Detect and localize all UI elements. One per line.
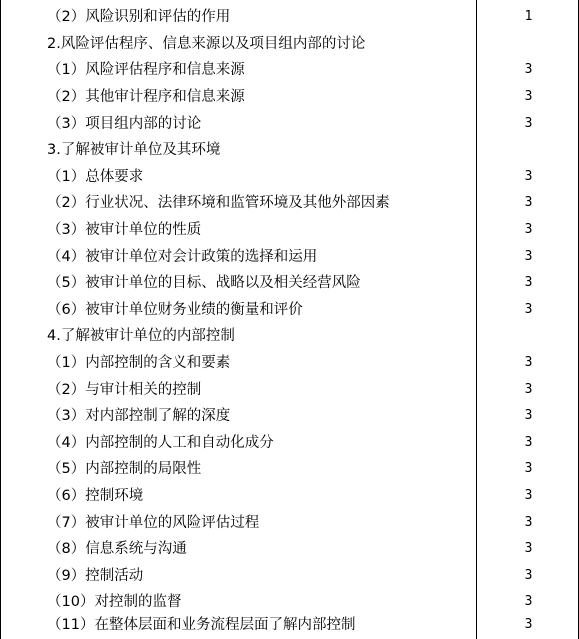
- row-text: （1）内部控制的含义和要素: [47, 355, 231, 372]
- row-text: （9）控制活动: [47, 567, 144, 584]
- row-text: 2.风险评估程序、信息来源以及项目组内部的讨论: [47, 35, 366, 52]
- table-row: [1, 57, 579, 84]
- row-value: 3: [524, 168, 533, 184]
- table-row: [1, 456, 579, 483]
- row-value: 3: [524, 514, 533, 530]
- row-text: （4）被审计单位对会计政策的选择和运用: [47, 248, 318, 265]
- table-row: [1, 110, 579, 137]
- table-row: [1, 536, 579, 563]
- row-text: （2）行业状况、法律环境和监管环境及其他外部因素: [47, 195, 390, 212]
- row-value: 3: [524, 594, 533, 610]
- table-row: [1, 4, 579, 31]
- row-value: 3: [524, 275, 533, 291]
- row-text: 3.了解被审计单位及其环境: [47, 142, 221, 159]
- table-row: [1, 563, 579, 590]
- row-text: （5）内部控制的局限性: [47, 461, 202, 478]
- row-value: 3: [524, 222, 533, 238]
- table-row: [1, 270, 579, 297]
- table-row: [1, 164, 579, 191]
- row-text: （3）被审计单位的性质: [47, 222, 202, 239]
- row-text: （2）其他审计程序和信息来源: [47, 89, 245, 106]
- table-row: [1, 509, 579, 536]
- table-row: [1, 243, 579, 270]
- table-row: [1, 483, 579, 510]
- row-value: 3: [524, 567, 533, 583]
- row-value: 3: [524, 408, 533, 424]
- table-row: [1, 190, 579, 217]
- row-value: 3: [524, 488, 533, 504]
- table-row: [1, 350, 579, 377]
- table-row: [1, 217, 579, 244]
- row-text: （6）被审计单位财务业绩的衡量和评价: [47, 301, 303, 318]
- row-value: 3: [524, 355, 533, 371]
- row-text: （10）对控制的监督: [47, 594, 182, 611]
- row-text: （11）在整体层面和业务流程层面了解内部控制: [47, 617, 356, 634]
- row-value: 3: [524, 89, 533, 105]
- table-row: [1, 137, 579, 164]
- row-text: （8）信息系统与沟通: [47, 541, 187, 558]
- row-value: 3: [524, 381, 533, 397]
- row-value: 3: [524, 195, 533, 211]
- row-value: 3: [524, 115, 533, 131]
- row-value: 3: [524, 617, 533, 633]
- table-row: [1, 323, 579, 350]
- row-text: （7）被审计单位的风险评估过程: [47, 514, 260, 531]
- row-value: 1: [524, 9, 533, 25]
- row-value: 3: [524, 62, 533, 78]
- row-text: （2）风险识别和评估的作用: [47, 9, 231, 26]
- row-value: 3: [524, 461, 533, 477]
- row-text: 4.了解被审计单位的内部控制: [47, 328, 235, 345]
- row-value: 3: [524, 434, 533, 450]
- row-text: （1）风险评估程序和信息来源: [47, 62, 245, 79]
- row-text: （5）被审计单位的目标、战略以及相关经营风险: [47, 275, 361, 292]
- row-text: （3）对内部控制了解的深度: [47, 408, 231, 425]
- row-value: 3: [524, 301, 533, 317]
- table-row: [1, 430, 579, 457]
- row-value: 3: [524, 541, 533, 557]
- row-text: （1）总体要求: [47, 168, 144, 185]
- table-row: [1, 31, 579, 58]
- row-text: （3）项目组内部的讨论: [47, 115, 202, 132]
- table-row: [1, 612, 579, 639]
- table-row: [1, 297, 579, 324]
- table-row: [1, 84, 579, 111]
- row-text: （4）内部控制的人工和自动化成分: [47, 434, 274, 451]
- row-text: （2）与审计相关的控制: [47, 381, 202, 398]
- table-row: [1, 403, 579, 430]
- row-value: 3: [524, 248, 533, 264]
- table-row: [1, 376, 579, 403]
- row-text: （6）控制环境: [47, 488, 144, 505]
